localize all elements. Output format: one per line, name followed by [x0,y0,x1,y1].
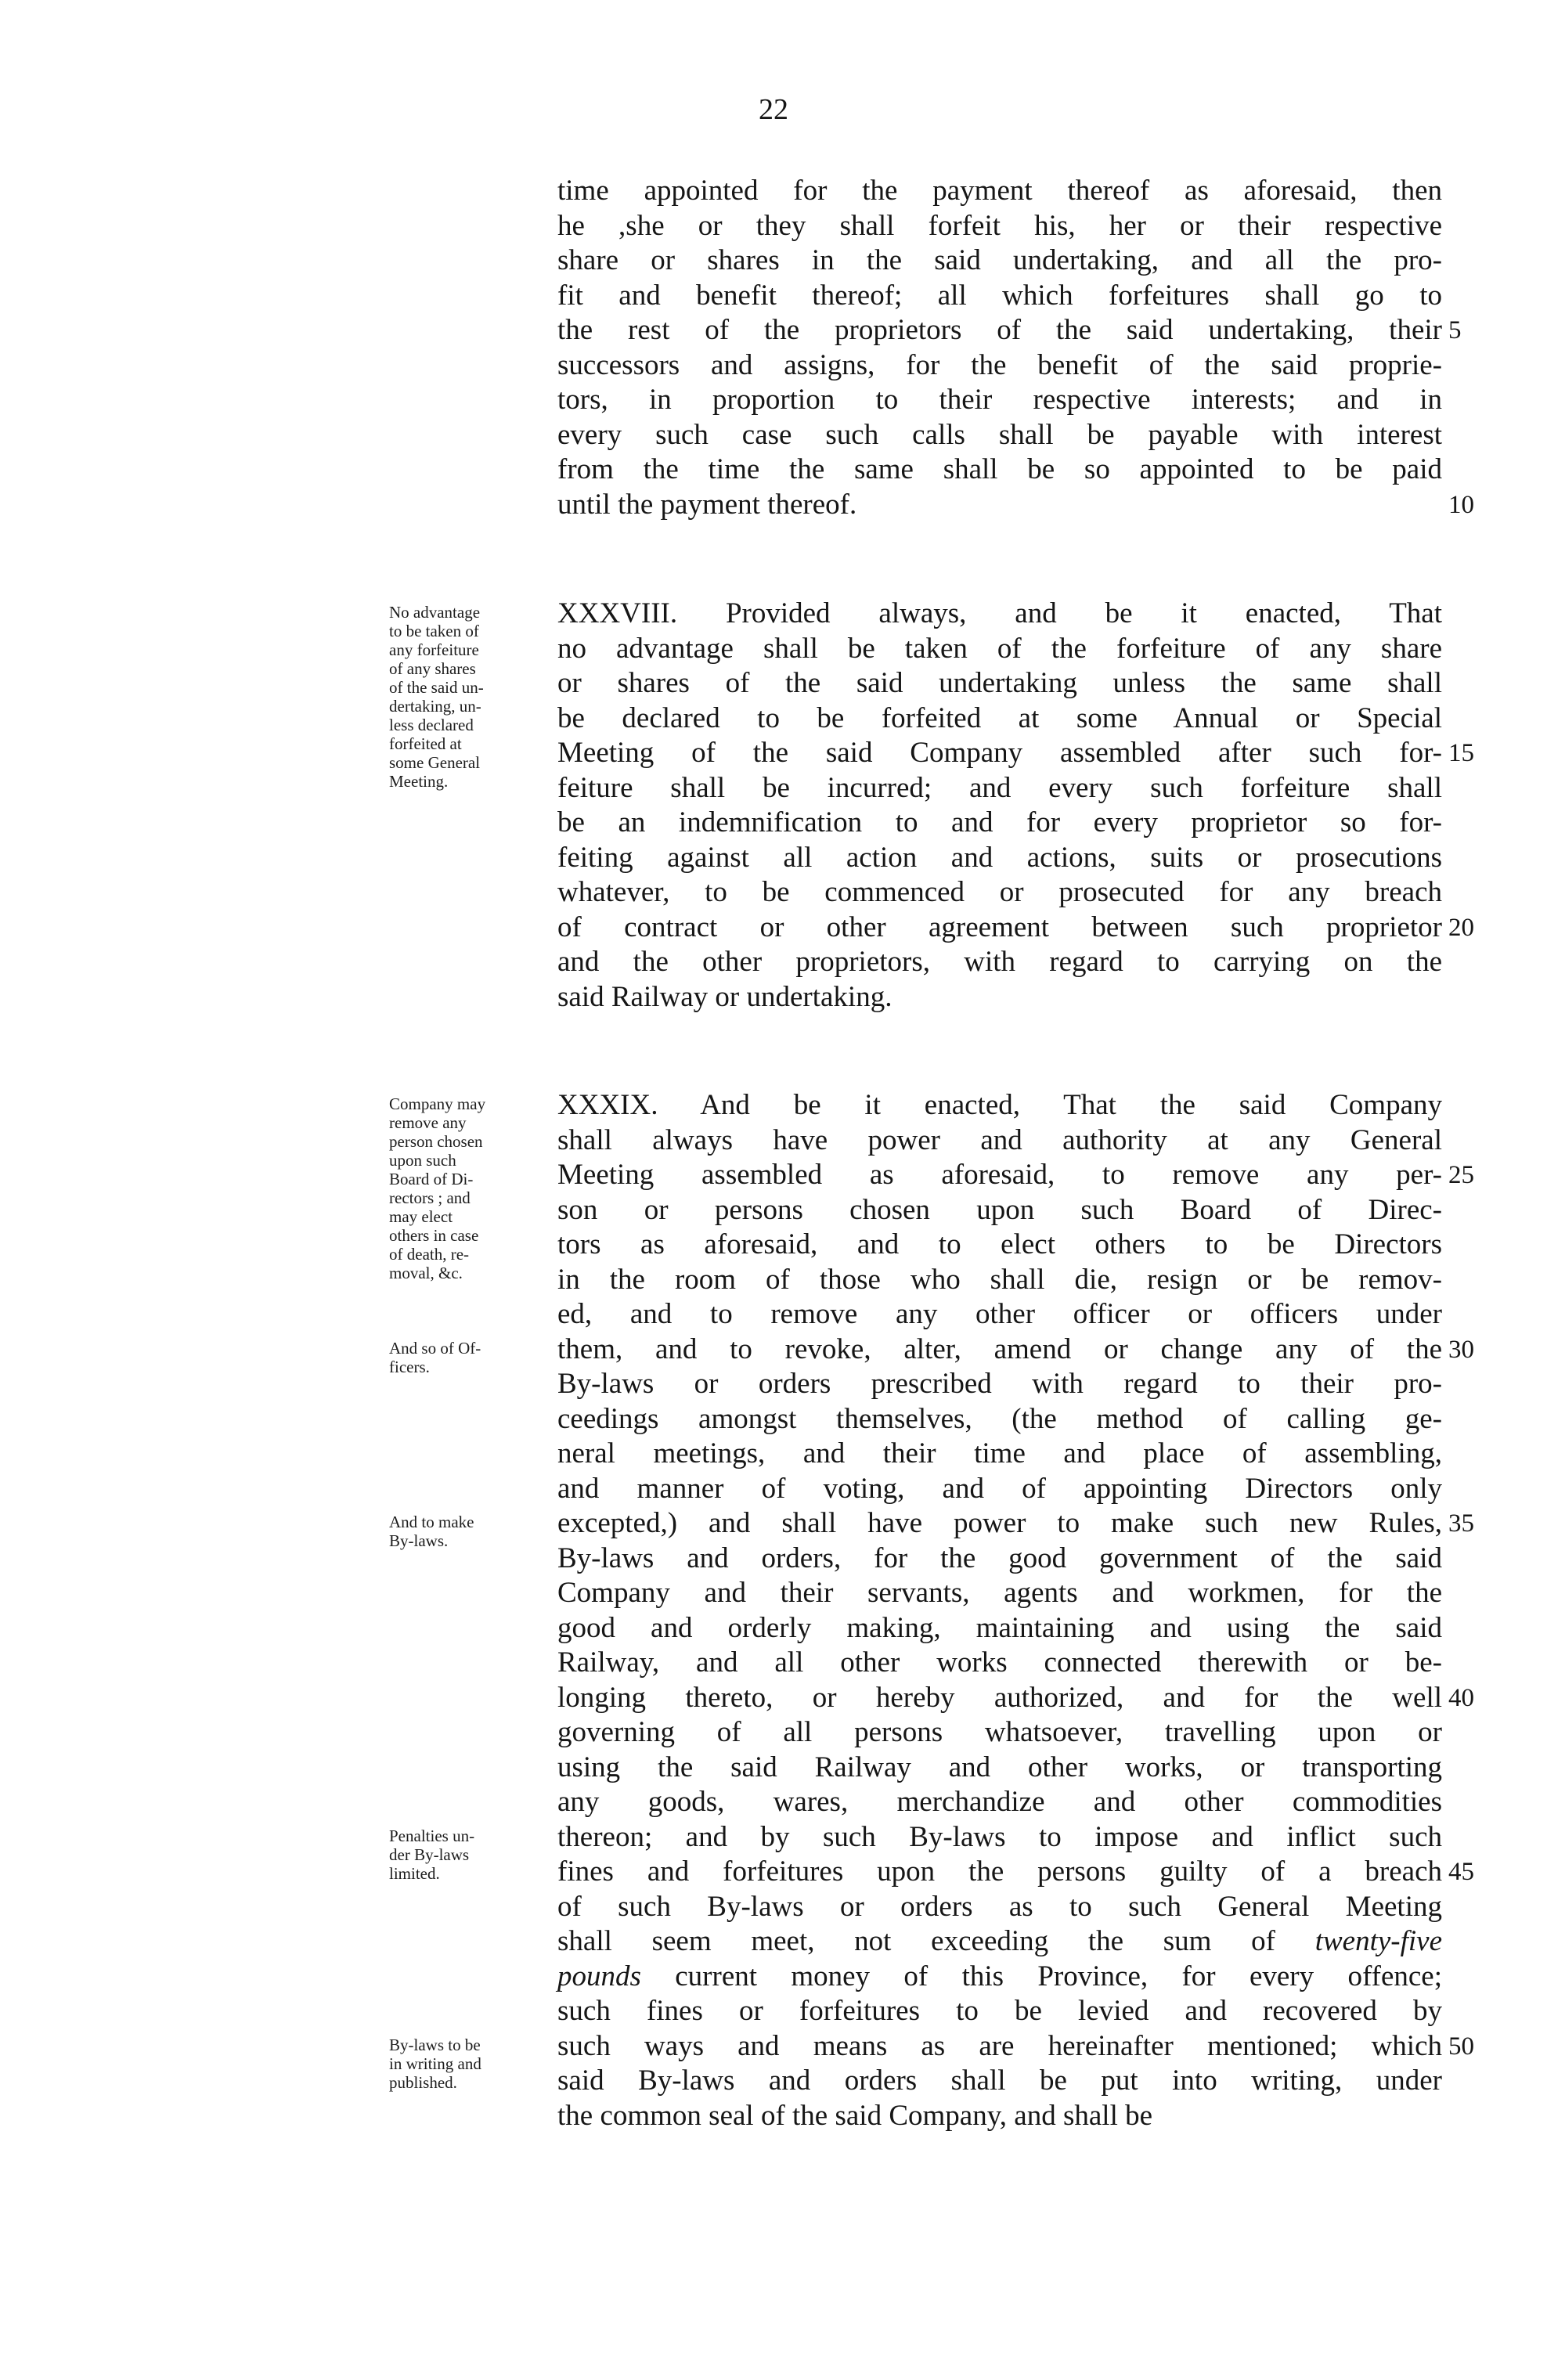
line-number: 10 [1448,490,1474,519]
line-number: 20 [1448,913,1474,942]
text-line: any goods, wares, merchandize and other commodities [557,1786,1442,1818]
text-line: XXXIX. And be it enacted, That the said Company [557,1089,1442,1121]
text-line: feiture shall be incurred; and every such forfeiture shall [557,771,1442,804]
text-line [557,1924,1442,1960]
text-line: or shares of the said undertaking unless the same shall [557,667,1442,699]
paragraph-intro [557,174,1442,522]
text-line: until the payment thereof. [557,488,857,521]
text-line: shall always have power and authority at any General [557,1123,1442,1156]
text-line: governing of all persons whatsoever, travelling upon or [557,1716,1442,1748]
text-line: Railway, and all other works connected therewith or be- [557,1646,1442,1679]
line-number: 45 [1448,1858,1474,1886]
text-line: Meeting of the said Company assembled after such for- [557,737,1442,769]
text-line: Company and their servants, agents and workmen, for the [557,1577,1442,1609]
text-run: current money of this Province, for every offence; [640,1960,1442,1992]
line-number: 30 [1448,1335,1474,1364]
text-line: no advantage shall be taken of the forfeiture of any share [557,632,1442,665]
text-line: excepted,) and shall have power to make such new Rules, [557,1507,1442,1539]
text-line: tors as aforesaid, and to elect others to be Directors [557,1228,1442,1260]
text-line: and the other proprietors, with regard to carrying on the [557,946,1442,978]
text-line: fit and benefit thereof; all which forfeitures shall go to [557,279,1442,312]
text-line: XXXVIII. Provided always, and be it enacted, That [557,597,1442,629]
marginal-note-and-so-of-officers: And so of Of- ficers. [389,1338,481,1376]
text-line: good and orderly making, maintaining and using the said [557,1611,1442,1644]
text-line: whatever, to be commenced or prosecuted for any breach [557,876,1442,908]
marginal-note-and-to-make-bylaws: And to make By-laws. [389,1513,474,1550]
text-line: be declared to be forfeited at some Annual or Special [557,701,1442,734]
text-line: feiting against all action and actions, suits or prosecutions [557,841,1442,874]
text-line: ceedings amongst themselves, (the method of calling ge- [557,1402,1442,1435]
text-line: time appointed for the payment thereof as aforesaid, then [557,175,1442,207]
text-line: said By-laws and orders shall be put into writing, under [557,2064,1442,2097]
line-number: 35 [1448,1509,1474,1538]
text-line: said Railway or undertaking. [557,980,892,1013]
line-number: 5 [1448,316,1462,344]
text-line: of contract or other agreement between such proprietor [557,911,1442,943]
text-line: the common seal of the said Company, and shall be [557,2099,1153,2132]
line-number: 25 [1448,1161,1474,1189]
text-line: son or persons chosen upon such Board of Direc- [557,1193,1442,1226]
text-line: successors and assigns, for the benefit of the said proprie- [557,348,1442,381]
text-line: tors, in proportion to their respective interests; and in [557,384,1442,416]
marginal-note-no-advantage: No advantage to be taken of any forfeiture of any shares of the said un- dertaking, un- less declared forfeited at some General Meeting. [389,603,484,791]
text-line: share or shares in the said undertaking, and all the pro- [557,244,1442,276]
text-line: thereon; and by such By-laws to impose and inflict such [557,1820,1442,1853]
text-line: the rest of the proprietors of the said undertaking, their [557,314,1442,346]
text-line: fines and forfeitures upon the persons guilty of a breach [557,1855,1442,1888]
page-number: 22 [759,93,788,126]
text-line: using the said Railway and other works, or transporting [557,1751,1442,1783]
text-run: shall seem meet, not exceeding the sum of [557,1925,1315,1957]
marginal-note-company-may-remove: Company may remove any person chosen upon such Board of Di- rectors ; and may elect others in case of death, re- moval, &c. [389,1094,486,1282]
text-line: By-laws or orders prescribed with regard to their pro- [557,1368,1442,1400]
line-number: 15 [1448,739,1474,767]
paragraph-section-38 [557,597,1442,1015]
italic-text-run: twenty-five [1314,1925,1442,1957]
text-line: neral meetings, and their time and place of assembling, [557,1437,1442,1469]
text-line: ed, and to remove any other officer or officers under [557,1298,1442,1330]
marginal-note-bylaws-published: By-laws to be in writing and published. [389,2035,481,2092]
text-line [557,1960,1442,1995]
line-number: 40 [1448,1683,1474,1712]
text-line: every such case such calls shall be payable with interest [557,418,1442,451]
text-line: By-laws and orders, for the good government of the said [557,1542,1442,1574]
text-line: of such By-laws or orders as to such General Meeting [557,1890,1442,1923]
text-line: from the time the same shall be so appointed to be paid [557,453,1442,485]
text-line: such fines or forfeitures to be levied and recovered by [557,1995,1442,2027]
text-line: be an indemnification to and for every proprietor so for- [557,806,1442,838]
paragraph-section-39 [557,1088,1442,2133]
marginal-note-penalties-limited: Penalties un- der By-laws limited. [389,1826,475,1883]
text-line: Meeting assembled as aforesaid, to remove any per- [557,1159,1442,1191]
text-line: and manner of voting, and of appointing Directors only [557,1472,1442,1505]
text-line: in the room of those who shall die, resign or be remov- [557,1263,1442,1296]
text-line: them, and to revoke, alter, amend or change any of the [557,1332,1442,1365]
line-number: 50 [1448,2032,1474,2061]
text-line: such ways and means as are hereinafter mentioned; which [557,2029,1442,2062]
italic-text-run: pounds [557,1960,641,1992]
text-line: longing thereto, or hereby authorized, and for the well [557,1681,1442,1714]
text-line: he ,she or they shall forfeit his, her or their respective [557,209,1442,242]
